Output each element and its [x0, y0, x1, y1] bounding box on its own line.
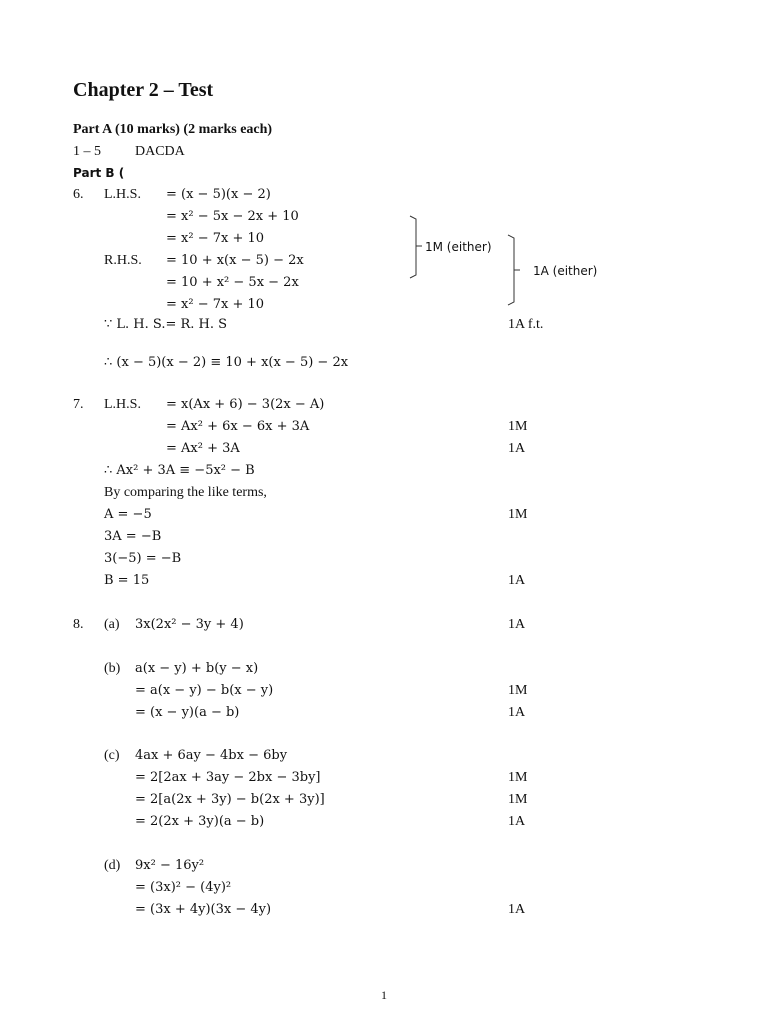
part-a-range: 1 – 5	[73, 144, 101, 159]
q6-bracket-1m-label: 1M (either)	[425, 240, 492, 254]
q6-line: = x² − 7x + 10	[166, 231, 265, 246]
q6-lhs-label: L.H.S.	[104, 187, 141, 202]
part-b-heading: Part B (	[73, 166, 125, 180]
bracket-1m	[410, 216, 416, 278]
q6-line: = 10 + x² − 5x − 2x	[166, 275, 299, 290]
q7-step: B = 15	[104, 573, 150, 588]
q8c-mark: 1M	[508, 770, 528, 785]
q6-rhs-label: R.H.S.	[104, 253, 142, 268]
q8b-line: = a(x − y) − b(x − y)	[135, 683, 274, 698]
q6-line: = x² − 5x − 2x + 10	[166, 209, 299, 224]
q6-therefore: ∴ (x − 5)(x − 2) ≡ 10 + x(x − 5) − 2x	[104, 355, 349, 370]
q8-number: 8.	[73, 617, 84, 632]
q8d-line: = (3x + 4y)(3x − 4y)	[135, 902, 272, 917]
q8d-label: (d)	[104, 858, 121, 873]
q6-number: 6.	[73, 187, 84, 202]
q8d-line: = (3x)² − (4y)²	[135, 880, 232, 895]
q7-step: 3(−5) = −B	[104, 551, 182, 566]
q6-bracket-1a-label: 1A (either)	[533, 264, 598, 278]
q8c-line: 4ax + 6ay − 4bx − 6by	[135, 748, 288, 763]
q7-compare-text: By comparing the like terms,	[104, 485, 267, 500]
q8b-line: = (x − y)(a − b)	[135, 705, 240, 720]
bracket-1a	[508, 235, 514, 305]
q6-line: = x² − 7x + 10	[166, 297, 265, 312]
page-number: 1	[381, 988, 387, 1002]
q7-identity: ∴ Ax² + 3A ≡ −5x² − B	[104, 463, 255, 478]
q7-step-mark: 1M	[508, 507, 528, 522]
q6-since-mark: 1A f.t.	[508, 317, 544, 332]
part-a-answers: DACDA	[135, 144, 185, 159]
q7-line: = Ax² + 6x − 6x + 3A	[166, 419, 310, 434]
q8c-line: = 2(2x + 3y)(a − b)	[135, 814, 265, 829]
q8c-label: (c)	[104, 748, 120, 763]
q6-since: ∵ L. H. S.= R. H. S	[104, 317, 228, 332]
q7-mark: 1M	[508, 419, 528, 434]
q8b-mark: 1M	[508, 683, 528, 698]
q8c-mark: 1A	[508, 814, 526, 829]
q7-line: = x(Ax + 6) − 3(2x − A)	[166, 397, 325, 412]
page-title: Chapter 2 – Test	[73, 79, 214, 101]
q8b-line: a(x − y) + b(y − x)	[135, 661, 259, 676]
q8c-mark: 1M	[508, 792, 528, 807]
q8a-label: (a)	[104, 617, 120, 632]
q8b-mark: 1A	[508, 705, 526, 720]
q8c-line: = 2[2ax + 3ay − 2bx − 3by]	[135, 770, 321, 785]
q8d-mark: 1A	[508, 902, 526, 917]
q8b-label: (b)	[104, 661, 121, 676]
q6-line: = 10 + x(x − 5) − 2x	[166, 253, 304, 268]
q8c-line: = 2[a(2x + 3y) − b(2x + 3y)]	[135, 792, 325, 807]
q8a-mark: 1A	[508, 617, 526, 632]
q8d-line: 9x² − 16y²	[135, 858, 205, 873]
q6-line: = (x − 5)(x − 2)	[166, 187, 271, 202]
q7-step: 3A = −B	[104, 529, 162, 544]
q7-step: A = −5	[104, 507, 152, 522]
q8a-line: 3x(2x² − 3y + 4)	[135, 617, 244, 632]
q7-number: 7.	[73, 397, 84, 412]
q7-step-mark: 1A	[508, 573, 526, 588]
q7-line: = Ax² + 3A	[166, 441, 240, 456]
q7-mark: 1A	[508, 441, 526, 456]
q7-lhs-label: L.H.S.	[104, 397, 141, 412]
part-a-heading: Part A (10 marks) (2 marks each)	[73, 122, 273, 137]
